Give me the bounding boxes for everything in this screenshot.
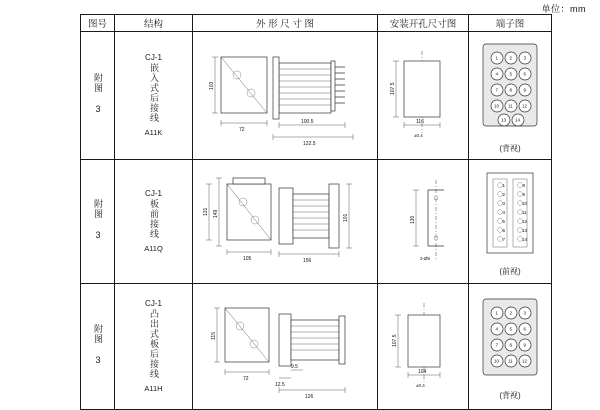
- svg-text:±0.4: ±0.4: [414, 132, 423, 138]
- outline-drawing-1: [193, 35, 377, 157]
- svg-text:7: 7: [495, 342, 499, 348]
- structure-text: 嵌入式后接线: [149, 63, 159, 123]
- cell-hole-drawing: [378, 160, 469, 284]
- cell-terminal-drawing: [469, 160, 552, 284]
- terminal-drawing-2: [469, 167, 551, 265]
- svg-text:2-Ø5: 2-Ø5: [420, 255, 431, 261]
- terminal-drawing-1: [469, 38, 551, 142]
- svg-text:9: 9: [522, 191, 526, 197]
- structure-text: 板前接线: [149, 199, 159, 239]
- svg-text:7: 7: [495, 87, 499, 93]
- svg-text:3: 3: [502, 200, 506, 206]
- svg-text:11: 11: [522, 209, 527, 215]
- svg-text:149: 149: [213, 209, 219, 218]
- terminal-caption: (前视): [499, 266, 521, 276]
- unit-note: 单位：mm: [541, 4, 586, 14]
- svg-text:11: 11: [508, 103, 513, 109]
- cell-drawing-no: [81, 160, 115, 284]
- svg-text:100.5: 100.5: [301, 118, 314, 125]
- cell-terminal-drawing: [469, 284, 552, 410]
- svg-text:14: 14: [515, 117, 521, 123]
- dimension-table: [80, 14, 552, 410]
- svg-text:103: 103: [209, 81, 215, 90]
- cell-hole-drawing: [378, 284, 469, 410]
- cell-terminal-drawing: [469, 32, 552, 160]
- hole-drawing-1: [378, 37, 468, 155]
- cell-structure: [115, 160, 193, 284]
- structure-model: CJ-1: [145, 299, 162, 308]
- terminal-caption: (背视): [499, 390, 521, 400]
- svg-text:101: 101: [343, 213, 349, 222]
- cell-outline-drawing: [193, 284, 378, 410]
- svg-text:122.5: 122.5: [303, 140, 316, 147]
- svg-text:130: 130: [410, 215, 416, 224]
- drawing-no-label: 附图 3: [93, 324, 103, 366]
- svg-text:9.5: 9.5: [291, 363, 298, 370]
- svg-text:1: 1: [502, 182, 506, 188]
- cell-hole-drawing: [378, 32, 469, 160]
- svg-text:11: 11: [508, 358, 513, 364]
- header-hole: 安装开孔尺寸图: [378, 15, 469, 32]
- cell-drawing-no: [81, 32, 115, 160]
- svg-text:107.5: 107.5: [390, 81, 396, 95]
- svg-text:5: 5: [509, 326, 513, 332]
- structure-model: CJ-1: [145, 189, 162, 198]
- svg-text:104: 104: [418, 368, 427, 375]
- cell-structure: [115, 32, 193, 160]
- outline-drawing-2: [193, 166, 377, 278]
- svg-text:105: 105: [243, 255, 252, 262]
- svg-text:8: 8: [522, 182, 526, 188]
- structure-code: A11H: [144, 384, 163, 393]
- svg-text:1: 1: [495, 310, 499, 316]
- svg-text:131: 131: [203, 207, 209, 216]
- svg-text:9: 9: [523, 87, 527, 93]
- hole-drawing-3: [378, 289, 468, 405]
- svg-text:12: 12: [522, 358, 528, 364]
- svg-text:10: 10: [494, 358, 500, 364]
- svg-text:126: 126: [305, 393, 314, 400]
- svg-text:10: 10: [522, 200, 528, 206]
- svg-text:12.5: 12.5: [275, 381, 285, 388]
- svg-text:2: 2: [509, 310, 513, 316]
- structure-model: CJ-1: [145, 53, 162, 62]
- svg-text:6: 6: [502, 227, 506, 233]
- svg-text:1: 1: [495, 55, 499, 61]
- terminal-drawing-3: [469, 293, 551, 389]
- svg-text:4: 4: [495, 71, 499, 77]
- svg-text:8: 8: [509, 87, 513, 93]
- svg-text:13: 13: [522, 227, 528, 233]
- svg-text:5: 5: [502, 218, 506, 224]
- svg-text:3: 3: [523, 55, 527, 61]
- header-drawing-no: 图号: [81, 15, 115, 32]
- svg-text:10: 10: [494, 103, 500, 109]
- svg-text:4: 4: [502, 209, 506, 215]
- structure-text: 凸出式板后接线: [149, 309, 159, 379]
- cell-structure: [115, 284, 193, 410]
- svg-text:3: 3: [523, 310, 527, 316]
- svg-text:4: 4: [495, 326, 499, 332]
- svg-text:14: 14: [522, 236, 528, 242]
- svg-text:6: 6: [523, 71, 527, 77]
- structure-code: A11Q: [144, 244, 163, 253]
- svg-text:5: 5: [509, 71, 513, 77]
- svg-text:2: 2: [509, 55, 513, 61]
- table-row: [81, 284, 552, 410]
- structure-code: A11K: [144, 128, 163, 137]
- svg-text:±0.4: ±0.4: [416, 382, 425, 388]
- header-terminal: 端子图: [469, 15, 552, 32]
- table-header-row: [81, 15, 552, 32]
- hole-drawing-2: [378, 168, 468, 276]
- svg-text:2: 2: [502, 191, 506, 197]
- svg-text:13: 13: [501, 117, 507, 123]
- table-row: [81, 32, 552, 160]
- cell-outline-drawing: [193, 32, 378, 160]
- svg-text:156: 156: [303, 257, 312, 264]
- svg-text:116: 116: [416, 118, 424, 125]
- svg-text:8: 8: [509, 342, 513, 348]
- header-structure: 结构: [115, 15, 193, 32]
- svg-text:12: 12: [522, 103, 528, 109]
- table-row: [81, 160, 552, 284]
- svg-text:72: 72: [243, 375, 249, 382]
- drawing-no-label: 附图 3: [93, 73, 103, 115]
- terminal-caption: (背视): [499, 143, 521, 153]
- svg-text:115: 115: [211, 331, 217, 340]
- drawing-no-label: 附图 3: [93, 199, 103, 241]
- svg-text:7: 7: [502, 236, 506, 242]
- svg-text:6: 6: [523, 326, 527, 332]
- svg-text:72: 72: [239, 126, 245, 133]
- svg-text:12: 12: [522, 218, 528, 224]
- header-outline: 外 形 尺 寸 图: [193, 15, 378, 32]
- svg-text:9: 9: [523, 342, 527, 348]
- cell-drawing-no: [81, 284, 115, 410]
- cell-outline-drawing: [193, 160, 378, 284]
- svg-text:107.5: 107.5: [392, 333, 398, 347]
- outline-drawing-3: [193, 288, 377, 406]
